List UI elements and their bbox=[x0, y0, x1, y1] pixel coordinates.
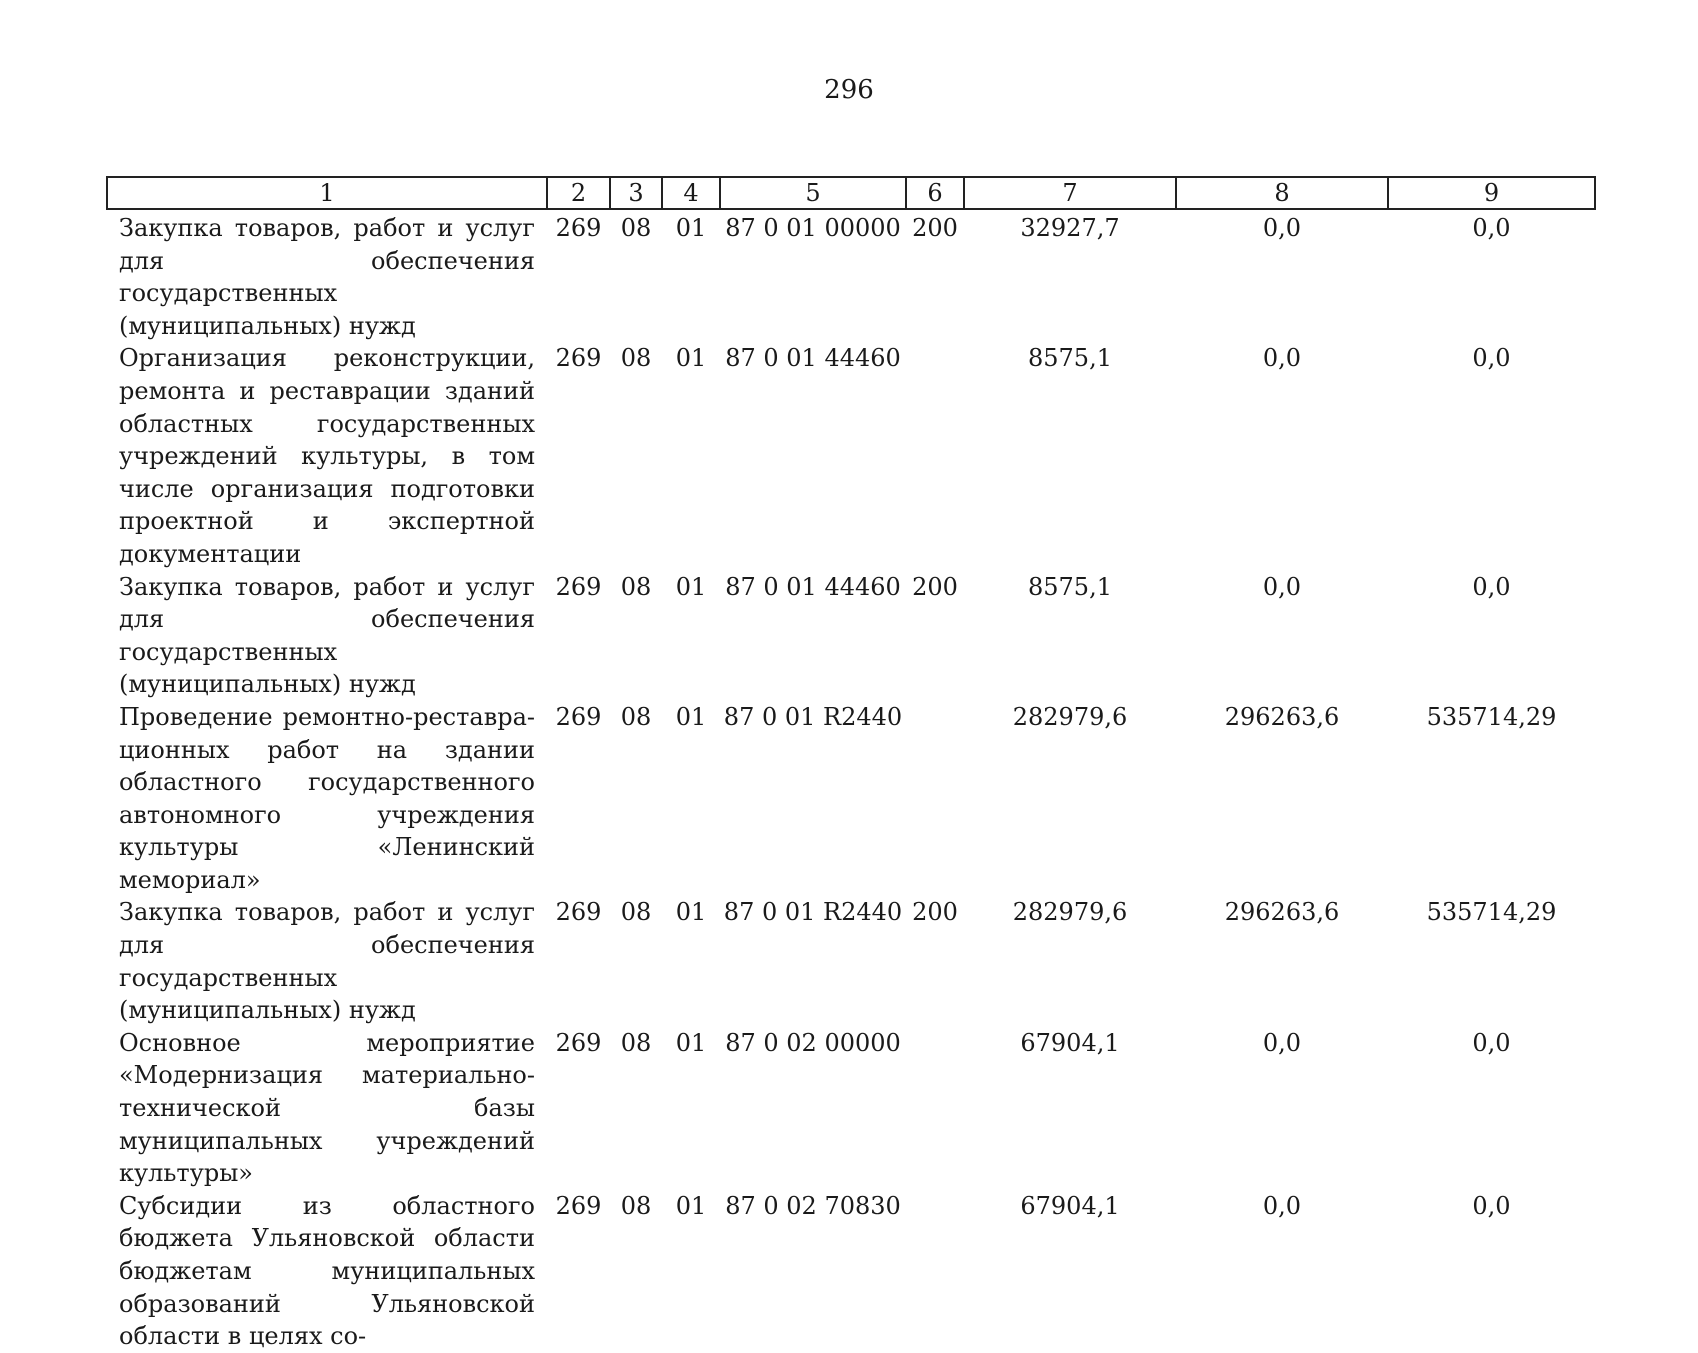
page-number: 296 bbox=[824, 75, 874, 105]
row-amount-col9: 0,0 bbox=[1472, 214, 1511, 242]
table-row bbox=[107, 896, 1595, 1026]
row-amount-col9: 0,0 bbox=[1472, 572, 1511, 601]
row-ministry-code: 269 bbox=[555, 1191, 602, 1220]
row-expense-type bbox=[906, 1027, 964, 1190]
row-amount-col9: 0,0 bbox=[1472, 1191, 1511, 1220]
row-name: Субсидии из областного бюджета Ульяновской области бюджетам муниципальных образований Ульяновской области в целях со- bbox=[119, 1191, 535, 1351]
table-row bbox=[107, 1027, 1595, 1190]
row-name: Проведение ремонтно-реставрационных работ на здании областного государственного автономного учреждения культуры «Ленинский мемориал» bbox=[119, 702, 535, 894]
row-section-code: 08 bbox=[620, 702, 652, 731]
header-col-4: 4 bbox=[662, 177, 720, 209]
header-row bbox=[107, 177, 1595, 209]
row-subsection-code: 01 bbox=[675, 702, 707, 731]
row-expense-type bbox=[906, 701, 964, 897]
header-col-5: 5 bbox=[720, 177, 906, 209]
header-col-6: 6 bbox=[906, 177, 964, 209]
row-ministry-code: 269 bbox=[555, 898, 602, 927]
row-amount-col8: 296263,6 bbox=[1224, 702, 1340, 731]
budget-table-container bbox=[106, 176, 1594, 1353]
header-col-1: 1 bbox=[107, 177, 547, 209]
row-subsection-code: 01 bbox=[675, 572, 707, 601]
table-row bbox=[107, 342, 1595, 570]
row-subsection-code: 01 bbox=[675, 1028, 707, 1057]
header-col-8: 8 bbox=[1176, 177, 1388, 209]
row-ministry-code: 269 bbox=[555, 344, 602, 373]
row-amount-col8: 296263,6 bbox=[1224, 898, 1340, 927]
row-amount-col7: 67904,1 bbox=[1020, 1028, 1120, 1057]
row-name: Закупка товаров, работ и услуг для обеспечения государственных (муниципальных) нужд bbox=[119, 898, 535, 1025]
row-amount-col8: 0,0 bbox=[1262, 344, 1302, 373]
row-amount-col9: 535714,29 bbox=[1426, 898, 1557, 927]
row-amount-col8: 0,0 bbox=[1262, 214, 1302, 242]
row-expense-type bbox=[906, 342, 964, 570]
header-col-3: 3 bbox=[610, 177, 662, 209]
table-row bbox=[107, 1190, 1595, 1353]
row-expense-type: 200 bbox=[912, 572, 958, 601]
row-section-code: 08 bbox=[620, 1028, 652, 1057]
row-section-code: 08 bbox=[620, 1191, 652, 1220]
table-header bbox=[107, 177, 1595, 209]
row-subsection-code: 01 bbox=[675, 344, 707, 373]
row-target-article: 87 0 01 44460 bbox=[725, 344, 901, 373]
row-ministry-code: 269 bbox=[555, 1028, 602, 1057]
header-col-9: 9 bbox=[1388, 177, 1595, 209]
row-amount-col9: 0,0 bbox=[1472, 1028, 1511, 1057]
table-row bbox=[107, 701, 1595, 897]
row-expense-type: 200 bbox=[912, 898, 958, 927]
row-name: Закупка товаров, работ и услуг для обеспечения государственных (муниципальных) нужд bbox=[119, 214, 535, 340]
row-amount-col7: 8575,1 bbox=[1028, 572, 1112, 601]
row-subsection-code: 01 bbox=[675, 1191, 707, 1220]
row-target-article: 87 0 01 00000 bbox=[725, 214, 901, 242]
table-row bbox=[107, 571, 1595, 701]
row-expense-type: 200 bbox=[912, 214, 958, 242]
row-ministry-code: 269 bbox=[555, 214, 602, 242]
row-target-article: 87 0 01 R2440 bbox=[723, 898, 903, 927]
row-target-article: 87 0 01 44460 bbox=[725, 572, 901, 601]
row-name: Основное мероприятие «Модернизация материально-технической базы муниципальных учреждений культуры» bbox=[119, 1028, 535, 1188]
row-name: Организация реконструкции, ремонта и реставрации зданий областных государственных учреждений культуры, в том числе организация подготовки проектной и экспертной документации bbox=[119, 344, 535, 568]
row-expense-type bbox=[906, 1190, 964, 1353]
row-amount-col7: 282979,6 bbox=[1012, 702, 1128, 731]
row-amount-col7: 32927,7 bbox=[1020, 214, 1120, 242]
header-col-7: 7 bbox=[964, 177, 1176, 209]
row-target-article: 87 0 02 70830 bbox=[725, 1191, 901, 1220]
table-body bbox=[107, 209, 1595, 1353]
row-amount-col8: 0,0 bbox=[1262, 572, 1302, 601]
budget-table bbox=[106, 176, 1596, 1353]
row-section-code: 08 bbox=[620, 898, 652, 927]
row-amount-col9: 0,0 bbox=[1472, 344, 1511, 373]
header-col-2: 2 bbox=[547, 177, 610, 209]
row-amount-col8: 0,0 bbox=[1262, 1028, 1302, 1057]
row-amount-col7: 67904,1 bbox=[1020, 1191, 1120, 1220]
row-amount-col9: 535714,29 bbox=[1426, 702, 1557, 731]
row-subsection-code: 01 bbox=[675, 214, 707, 242]
row-ministry-code: 269 bbox=[555, 702, 602, 731]
row-section-code: 08 bbox=[620, 572, 652, 601]
row-amount-col7: 282979,6 bbox=[1012, 898, 1128, 927]
row-section-code: 08 bbox=[620, 344, 652, 373]
row-target-article: 87 0 02 00000 bbox=[725, 1028, 901, 1057]
row-target-article: 87 0 01 R2440 bbox=[723, 702, 903, 731]
row-section-code: 08 bbox=[620, 214, 652, 242]
table-row bbox=[107, 209, 1595, 342]
row-name: Закупка товаров, работ и услуг для обеспечения государственных (муниципальных) нужд bbox=[119, 572, 535, 699]
row-ministry-code: 269 bbox=[555, 572, 602, 601]
row-amount-col8: 0,0 bbox=[1262, 1191, 1302, 1220]
row-amount-col7: 8575,1 bbox=[1028, 344, 1112, 373]
row-subsection-code: 01 bbox=[675, 898, 707, 927]
